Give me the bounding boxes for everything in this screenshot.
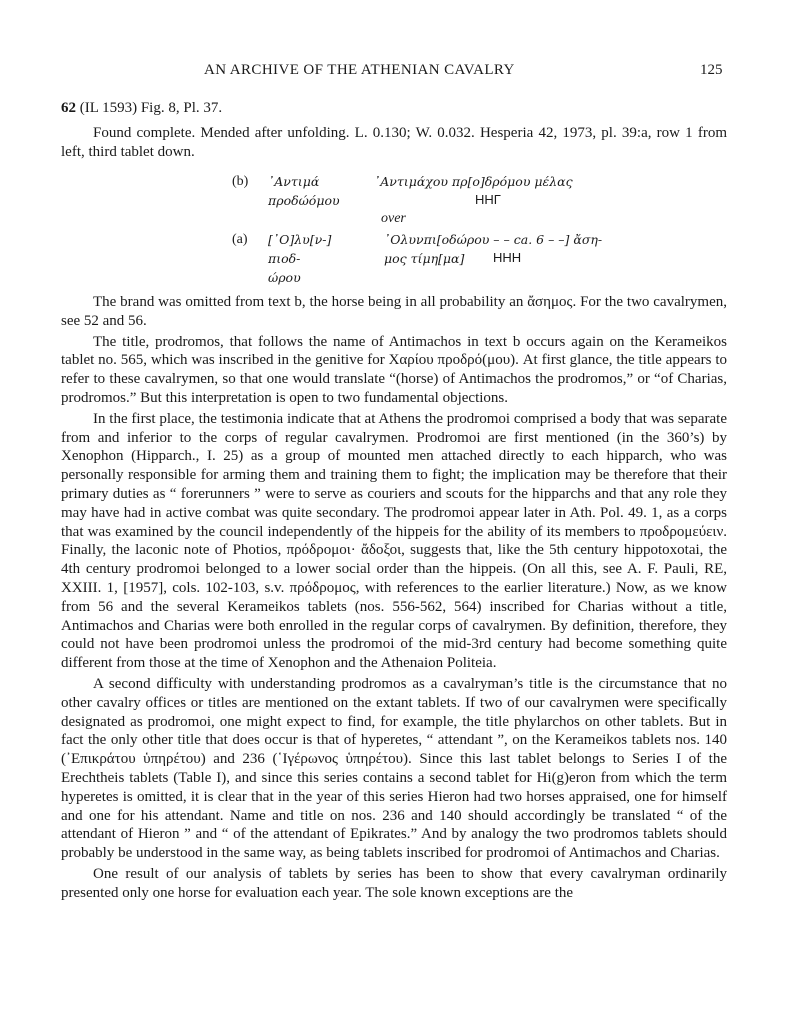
text-a-left-line-1: [᾿Ο]λυ[ν-] [268, 232, 332, 247]
text-b-right-line-1: ᾿Αντιμάχου πρ[ο]δρόμου μέλας [374, 174, 573, 189]
paragraph-5: One result of our analysis of tablets by series has been to show that every cavalryman ordinarily presented only one horse for evaluation each year. The sole known exceptions are the [61, 865, 727, 901]
text-a-left-line-2: πιοδ- [268, 251, 301, 266]
page-header [0, 62, 787, 82]
entry-reference: (IL 1593) Fig. 8, Pl. 37. [76, 100, 223, 116]
text-b-value: ΗΗΓ [475, 192, 501, 207]
paragraph-1: The brand was omitted from text b, the horse being in all probability an ἄσημος. For the two cavalrymen, see 52 and 56. [61, 294, 727, 329]
page-number: 125 [700, 62, 723, 78]
text-b-left-line-1: ᾿Αντιμά [268, 174, 320, 189]
entry-number: 62 [61, 100, 76, 116]
paragraph-4: A second difficulty with understanding prodromos as a cavalryman’s title is the circumstance that no other cavalry offices or titles are mentioned on the extant tablets. If two of our cavalrymen were specifically designated as prodromoi, one might expect to find, for example, the title phylarchos on other tablets. But in fact the only other title that does occur is that of hyperetes, “ attendant ”, on the Kerameikos tablets nos. 140 (᾿Επικράτου ὑπηρέτου) and 236 (῾Ιγέρωνος ὑπηρέτου). Since this last tablet belongs to Series I of the Erechtheis tablets (Table I), and since this series contains a second tablet for Hi(g)eron from which the term hyperetes is omitted, it is clear that in the year of this series Hieron had two horses appraised, one for himself and one for his attendant. Name and title on nos. 236 and 140 should accordingly be translated “ of the attendant of Hieron ” and “ of the attendant of Epikrates.” And by analogy the two prodromos tablets should probably be understood in the same way, as being tablets inscribed for prodromoi of Antimachos and Charias. [61, 675, 727, 862]
text-a-label: (a) [232, 232, 248, 247]
paragraph-3: In the first place, the testimonia indicate that at Athens the prodromoi comprised a body that was separate from and inferior to the corps of regular cavalrymen. Prodromoi are first mentioned (in the 360’s) by Xenophon (Hipparch., I. 25) as a group of mounted men attached directly to each hipparch, who was personally responsible for arming them and training them to fight; the implication may be therefore that their primary duties as “ forerunners ” were to serve as couriers and scouts for the hipparchs and that any role they may have had in active combat was quite secondary. The prodromoi appear later in Ath. Pol. 49. 1, as a corps that was examined by the council independently of the hippeis for the ability of its members to προδρομεύειν. Finally, the laconic note of Photios, πρόδρομοι· ἄδοξοι, suggests that, like the 5th century hippotoxotai, the 4th century prodromoi belonged to a lower social order than the hippeis. (On all this, see A. F. Pauli, RE, XXIII. 1, [1957], cols. 102-103, s.v. πρόδρομος, with references to the earlier literature.) Now, as we know from 56 and the several Kerameikos tablets (nos. 556-562, 564) inscribed for Charias without a title, Antimachos and Charias were both enrolled in the regular corps of cavalrymen. By definition, therefore, they could not have been prodromoi unless the prodromoi of the mid-3rd century had become something quite different from those at the time of Xenophon and the Athenaion Politeia. [61, 410, 727, 672]
text-a-left-line-3: ώρου [268, 270, 301, 285]
paragraph-2: The title, prodromos, that follows the name of Antimachos in text b occurs again on the Kerameikos tablet no. 565, which was inscribed in the genitive for Χαρίου προδρό(μου). At first glance, the title appears to refer to these cavalrymen, so that one would translate “(horse) of Antimachos the prodromos,” or “of Charias, prodromos.” But this interpretation is open to two fundamental objections. [61, 333, 727, 406]
running-title: AN ARCHIVE OF THE ATHENIAN CAVALRY [204, 62, 515, 78]
entry-heading [61, 100, 222, 117]
tablet-description [61, 124, 727, 162]
text-a-value: ΗΗΗ [493, 250, 522, 265]
text-b-left-line-2: προδώόμου [268, 193, 340, 208]
description-paragraph: Found complete. Mended after unfolding. L. 0.130; W. 0.032. Hesperia 42, 1973, pl. 39:a, row 1 from left, third tablet down. [61, 125, 727, 160]
text-a-right-line-2: μος τίμη[μα] [384, 251, 465, 266]
over-label: over [381, 211, 406, 226]
text-b-label: (b) [232, 174, 249, 189]
text-a-right-line-1: ᾿Ολυνπι[οδώρου – – ca. 6 – –] ἄση- [384, 232, 603, 247]
commentary [61, 293, 727, 903]
